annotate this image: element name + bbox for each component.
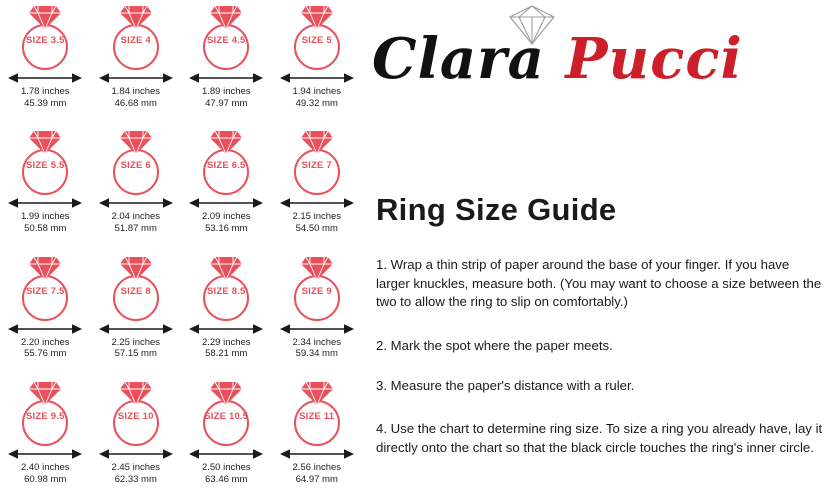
ring-size-label: SIZE 9 — [301, 285, 332, 297]
ring-mm: 54.50 mm — [295, 223, 338, 235]
ring-band — [294, 275, 340, 321]
ring-size-label: SIZE 11 — [299, 410, 335, 422]
measure-arrow-icon — [187, 322, 265, 336]
ring-dimensions — [21, 462, 70, 486]
gem-icon — [300, 380, 334, 405]
ring-illustration — [280, 380, 354, 446]
ring-inches: 1.84 inches — [111, 86, 161, 97]
ring-band — [113, 24, 159, 70]
gem-icon — [28, 129, 62, 154]
ring-dimensions — [21, 337, 70, 361]
measure-arrow-icon — [6, 322, 84, 336]
ring-size-label: SIZE 4 — [120, 35, 151, 46]
ring-band — [113, 275, 159, 321]
ring-dimensions — [111, 462, 160, 486]
ring-size-cell — [272, 125, 363, 250]
ring-dimensions — [202, 462, 251, 486]
measure-arrow-icon — [187, 447, 265, 461]
measure-arrow-icon — [6, 447, 84, 461]
gem-icon — [300, 129, 334, 154]
ring-illustration — [280, 255, 354, 321]
ring-size-label: SIZE 10 — [117, 410, 154, 422]
ring-band — [203, 275, 249, 321]
ring-illustration — [8, 4, 82, 70]
ring-illustration — [99, 380, 173, 446]
ring-size-cell — [181, 0, 272, 125]
ring-illustration — [189, 129, 263, 195]
ring-inches: 2.29 inches — [201, 336, 251, 348]
measure-arrow-icon — [187, 196, 265, 210]
ring-inches: 1.78 inches — [20, 86, 70, 97]
brand-first-word: Clara — [372, 26, 545, 92]
ring-mm: 51.87 mm — [114, 223, 157, 235]
ring-inches: 1.94 inches — [292, 86, 342, 97]
measure-arrow-icon — [6, 71, 84, 85]
ring-size-label: SIZE 5 — [301, 35, 332, 46]
guide-step-2: 2. Mark the spot where the paper meets. — [376, 338, 613, 353]
ring-dimensions — [21, 211, 70, 235]
ring-mm: 62.33 mm — [114, 473, 157, 485]
brand-name-text — [372, 26, 832, 96]
ring-size-label: SIZE 5.5 — [25, 160, 65, 172]
ring-inches: 2.34 inches — [292, 336, 342, 348]
ring-size-label: SIZE 8.5 — [206, 285, 246, 297]
gem-icon — [300, 255, 334, 280]
ring-inches: 1.89 inches — [201, 86, 251, 97]
ring-illustration — [280, 129, 354, 195]
ring-size-label: SIZE 7.5 — [25, 285, 65, 297]
measure-arrow-icon — [97, 196, 175, 210]
ring-illustration — [99, 129, 173, 195]
ring-dimensions — [202, 86, 251, 110]
ring-band — [294, 149, 340, 195]
ring-size-cell — [91, 125, 182, 250]
ring-size-cell — [0, 376, 91, 501]
ring-mm: 64.97 mm — [295, 473, 338, 485]
ring-size-cell — [0, 125, 91, 250]
ring-band — [203, 400, 249, 446]
ring-illustration — [189, 255, 263, 321]
ring-size-label: SIZE 9.5 — [25, 410, 65, 422]
guide-step-1: 1. Wrap a thin strip of paper around the base of your finger. If you have larger knuckles, measure both. (You may want to choose a size between the two to allow the ring to slip on comfortably.) — [376, 257, 822, 310]
ring-mm: 53.16 mm — [205, 223, 248, 235]
ring-size-cell — [91, 376, 182, 501]
ring-inches: 1.99 inches — [20, 211, 70, 223]
gem-icon — [28, 380, 62, 405]
ring-dimensions — [111, 337, 160, 361]
ring-size-cell — [0, 0, 91, 125]
measure-arrow-icon — [278, 447, 356, 461]
ring-dimensions — [21, 86, 70, 110]
ring-inches: 2.56 inches — [292, 461, 342, 473]
ring-inches: 2.15 inches — [292, 211, 342, 223]
ring-size-label: SIZE 4.5 — [206, 35, 246, 46]
gem-icon — [28, 255, 62, 280]
ring-inches: 2.04 inches — [111, 211, 161, 223]
ring-band — [22, 24, 68, 70]
ring-inches: 2.50 inches — [201, 461, 251, 473]
ring-dimensions — [292, 211, 341, 235]
ring-illustration — [189, 4, 263, 70]
ring-size-cell — [91, 0, 182, 125]
ring-size-cell — [181, 125, 272, 250]
ring-illustration — [189, 380, 263, 446]
ring-mm: 58.21 mm — [205, 348, 248, 360]
gem-icon — [119, 129, 153, 154]
page-title: Ring Size Guide — [376, 192, 617, 227]
ring-illustration — [8, 380, 82, 446]
gem-icon — [209, 380, 243, 405]
ring-mm: 47.97 mm — [205, 97, 248, 109]
ring-mm: 49.32 mm — [295, 97, 338, 109]
ring-mm: 59.34 mm — [295, 348, 338, 360]
ring-size-label: SIZE 6 — [120, 160, 151, 172]
ring-inches: 2.09 inches — [201, 211, 251, 223]
ring-band — [203, 24, 249, 70]
ring-size-label: SIZE 7 — [301, 160, 332, 172]
measure-arrow-icon — [6, 196, 84, 210]
gem-icon — [119, 4, 153, 29]
ring-band — [113, 149, 159, 195]
measure-arrow-icon — [97, 71, 175, 85]
ring-dimensions — [292, 337, 341, 361]
brand-second-word: Pucci — [565, 26, 743, 92]
measure-arrow-icon — [278, 322, 356, 336]
ring-inches: 2.25 inches — [111, 336, 161, 348]
ring-illustration — [8, 129, 82, 195]
ring-dimensions — [111, 211, 160, 235]
ring-inches: 2.40 inches — [20, 461, 70, 473]
ring-size-label: SIZE 6.5 — [206, 160, 246, 172]
ring-size-label: SIZE 10.5 — [204, 410, 249, 422]
ring-inches: 2.45 inches — [111, 461, 161, 473]
gem-icon — [28, 4, 62, 29]
ring-size-cell — [0, 251, 91, 376]
ring-mm: 55.76 mm — [24, 348, 67, 360]
guide-step-3: 3. Measure the paper's distance with a ruler. — [376, 378, 635, 393]
ring-dimensions — [111, 86, 160, 110]
ring-size-label: SIZE 8 — [120, 285, 151, 297]
ring-mm: 60.98 mm — [24, 473, 67, 485]
ring-inches: 2.20 inches — [20, 336, 70, 348]
ring-band — [22, 400, 68, 446]
ring-mm: 45.39 mm — [24, 97, 67, 109]
ring-size-cell — [272, 251, 363, 376]
ring-mm: 50.58 mm — [24, 223, 67, 235]
ring-mm: 57.15 mm — [114, 348, 157, 360]
brand-logo — [362, 0, 839, 118]
gem-icon — [119, 255, 153, 280]
ring-band — [22, 149, 68, 195]
gem-icon — [300, 4, 334, 29]
ring-band — [22, 275, 68, 321]
ring-dimensions — [202, 211, 251, 235]
gem-icon — [209, 255, 243, 280]
ring-size-grid — [0, 0, 362, 501]
ring-illustration — [99, 255, 173, 321]
ring-band — [113, 400, 159, 446]
guide-step-4: 4. Use the chart to determine ring size. To size a ring you already have, lay it directly onto the chart so that the black circle touches the ring's inner circle. — [376, 421, 823, 455]
ring-mm: 63.46 mm — [205, 473, 248, 485]
ring-size-label: SIZE 3.5 — [25, 35, 65, 46]
ring-size-cell — [272, 376, 363, 501]
gem-icon — [209, 4, 243, 29]
ring-dimensions — [292, 462, 341, 486]
ring-band — [203, 149, 249, 195]
right-panel — [362, 0, 839, 501]
ring-size-cell — [272, 0, 363, 125]
ring-illustration — [99, 4, 173, 70]
ring-size-cell — [181, 376, 272, 501]
ring-illustration — [8, 255, 82, 321]
ring-illustration — [280, 4, 354, 70]
gem-icon — [209, 129, 243, 154]
ring-band — [294, 400, 340, 446]
measure-arrow-icon — [187, 71, 265, 85]
ring-size-cell — [91, 251, 182, 376]
gem-icon — [119, 380, 153, 405]
measure-arrow-icon — [278, 71, 356, 85]
ring-size-cell — [181, 251, 272, 376]
measure-arrow-icon — [97, 322, 175, 336]
ring-mm: 46.68 mm — [114, 97, 157, 109]
ring-dimensions — [202, 337, 251, 361]
ring-band — [294, 24, 340, 70]
measure-arrow-icon — [278, 196, 356, 210]
measure-arrow-icon — [97, 447, 175, 461]
ring-dimensions — [292, 86, 341, 110]
